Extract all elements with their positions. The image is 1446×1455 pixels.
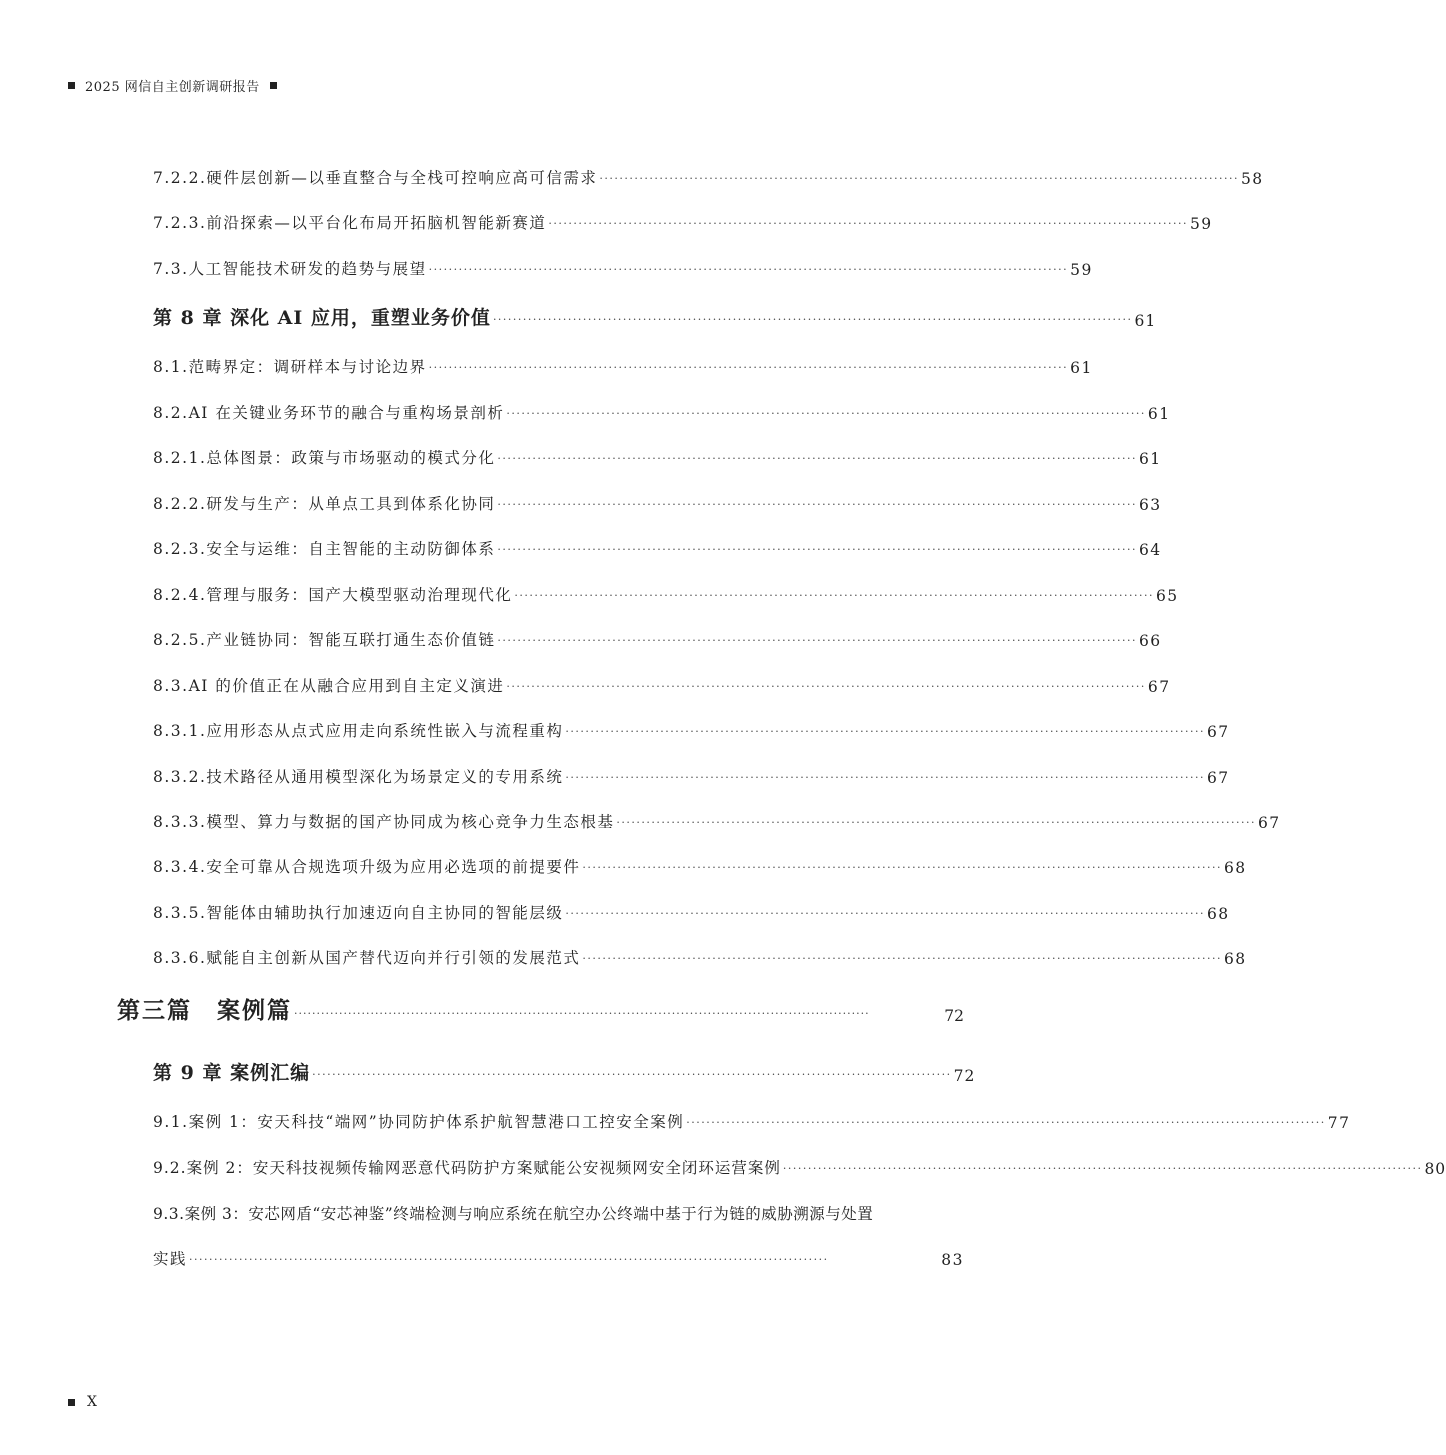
toc-entry-page: 67	[1206, 723, 1230, 741]
toc-entry[interactable]	[153, 446, 1162, 468]
toc-entry-label-line1[interactable]: 9.3.案例 3：安芯网盾“安芯神鉴”终端检测与响应系统在航空办公终端中基于行为链的威胁溯源与处置	[153, 1205, 874, 1223]
toc-entry[interactable]	[153, 855, 1247, 877]
toc-entry[interactable]	[153, 257, 1093, 279]
toc-entry[interactable]	[153, 1110, 1351, 1132]
toc-leader-dots: ································································································································	[506, 407, 1146, 420]
toc-entry-page: 80	[1424, 1160, 1446, 1178]
toc-entry[interactable]	[153, 810, 1281, 832]
toc-entry-page: 59	[1189, 215, 1213, 233]
toc-entry-page: 64	[1138, 541, 1162, 559]
toc-leader-dots: ································································································································	[599, 172, 1239, 185]
header-title: 2025 网信自主创新调研报告	[85, 80, 260, 95]
toc-entry[interactable]	[153, 583, 1179, 605]
toc-entry[interactable]	[153, 537, 1162, 559]
toc-leader-dots: ································································································································	[782, 1162, 1423, 1175]
toc-entry-label: 8.3.2.技术路径从通用模型深化为场景定义的专用系统	[153, 768, 564, 786]
toc-leader-dots: ································································································································	[497, 634, 1137, 647]
toc-entry[interactable]	[153, 355, 1093, 377]
toc-leader-dots: ································································································································	[492, 313, 1133, 326]
toc-leader-dots: ································································································································	[189, 1253, 829, 1266]
toc-entry-page: 65	[1155, 587, 1179, 605]
footer-page-number: X	[87, 1394, 97, 1410]
toc-entry-label: 实践	[153, 1250, 188, 1268]
toc-entry-page: 61	[1070, 359, 1093, 377]
toc-entry-label: 8.3.5.智能体由辅助执行加速迈向自主协同的智能层级	[153, 904, 564, 922]
toc-leader-dots: ································································································································	[294, 1007, 870, 1020]
running-footer	[68, 1394, 97, 1410]
toc-entry-label: 8.3.1.应用形态从点式应用走向系统性嵌入与流程重构	[153, 722, 564, 740]
toc-entry[interactable]	[153, 674, 1171, 696]
footer-square-icon	[68, 1399, 75, 1406]
toc-entry[interactable]	[153, 628, 1162, 650]
toc-entry-label: 9.1.案例 1：安天科技“端网”协同防护体系护航智慧港口工控安全案例	[153, 1113, 685, 1131]
toc-entry-label: 8.2.AI 在关键业务环节的融合与重构场景剖析	[153, 404, 505, 422]
toc-entry-page: 67	[1257, 814, 1281, 832]
toc-entry-page: 68	[1223, 859, 1247, 877]
toc-leader-dots: ································································································································	[548, 217, 1188, 230]
toc-leader-dots: ································································································································	[497, 452, 1137, 465]
toc-chapter-entry[interactable]	[153, 1059, 976, 1085]
toc-entry-label: 8.3.AI 的价值正在从融合应用到自主定义演进	[153, 677, 505, 695]
toc-entry-label: 8.2.1.总体图景：政策与市场驱动的模式分化	[153, 449, 496, 467]
toc-entry-label: 第三篇 案例篇	[117, 997, 292, 1024]
toc-entry-page: 66	[1138, 632, 1162, 650]
toc-entry-page: 67	[1147, 678, 1171, 696]
toc-leader-dots: ································································································································	[312, 1068, 952, 1081]
toc-entry-label: 第 8 章 深化 AI 应用，重塑业务价值	[153, 307, 491, 329]
toc-entry-page: 72	[953, 1067, 976, 1085]
toc-entry-page: 61	[1134, 312, 1157, 330]
toc-entry-label: 7.2.2.硬件层创新—以垂直整合与全栈可控响应高可信需求	[153, 169, 598, 187]
toc-entry-page: 61	[1147, 405, 1171, 423]
toc-leader-dots: ································································································································	[582, 952, 1222, 965]
toc-entry-label: 8.2.2.研发与生产：从单点工具到体系化协同	[153, 495, 496, 513]
toc-entry[interactable]	[153, 211, 1213, 233]
toc-entry-page: 61	[1138, 450, 1162, 468]
toc-leader-dots: ································································································································	[565, 907, 1205, 920]
toc-entry-label: 9.2.案例 2：安天科技视频传输网恶意代码防护方案赋能公安视频网安全闭环运营案例	[153, 1159, 781, 1177]
toc-leader-dots: ································································································································	[565, 771, 1205, 784]
toc-entry[interactable]	[153, 901, 1230, 923]
toc-entry-label: 第 9 章 案例汇编	[153, 1062, 311, 1084]
toc-chapter-entry[interactable]	[153, 304, 1157, 330]
toc-entry[interactable]	[153, 401, 1171, 423]
toc-leader-dots: ································································································································	[428, 263, 1069, 276]
toc-leader-dots: ································································································································	[616, 816, 1256, 829]
toc-entry-label: 7.3.人工智能技术研发的趋势与展望	[153, 260, 427, 278]
toc-entry-page: 63	[1138, 496, 1162, 514]
toc-entry[interactable]	[153, 166, 1264, 188]
toc-leader-dots: ································································································································	[497, 498, 1137, 511]
toc-part-entry[interactable]	[117, 995, 964, 1025]
toc-leader-dots: ································································································································	[506, 680, 1146, 693]
toc-entry-label: 8.3.3.模型、算力与数据的国产协同成为核心竞争力生态根基	[153, 813, 615, 831]
toc-entry-page: 77	[1327, 1114, 1351, 1132]
toc-leader-dots: ································································································································	[428, 361, 1069, 374]
toc-leader-dots: ································································································································	[497, 543, 1137, 556]
toc-entry-label: 8.3.6.赋能自主创新从国产替代迈向并行引领的发展范式	[153, 949, 581, 967]
toc-entry[interactable]	[153, 946, 1247, 968]
toc-entry[interactable]	[153, 1156, 1446, 1178]
toc-leader-dots: ································································································································	[582, 861, 1222, 874]
toc-leader-dots: ································································································································	[686, 1116, 1326, 1129]
toc-entry[interactable]	[153, 1247, 964, 1269]
toc-entry-page: 59	[1070, 261, 1093, 279]
toc-entry-label: 7.2.3.前沿探索—以平台化布局开拓脑机智能新赛道	[153, 214, 547, 232]
toc-entry[interactable]	[153, 765, 1230, 787]
toc-entry-page: 83	[941, 1251, 964, 1269]
toc-entry-label: 8.3.4.安全可靠从合规选项升级为应用必选项的前提要件	[153, 858, 581, 876]
toc-entry-label: 8.2.5.产业链协同：智能互联打通生态价值链	[153, 631, 496, 649]
toc-entry[interactable]	[153, 492, 1162, 514]
toc-leader-dots: ································································································································	[565, 725, 1205, 738]
toc-leader-dots: ································································································································	[514, 589, 1154, 602]
toc-entry-label: 8.2.4.管理与服务：国产大模型驱动治理现代化	[153, 586, 513, 604]
toc-entry-page: 68	[1206, 905, 1230, 923]
toc-entry-page: 67	[1206, 769, 1230, 787]
toc-entry-page: 72	[944, 1007, 964, 1025]
toc-entry-page: 58	[1240, 170, 1264, 188]
toc-entry-label: 8.1.范畴界定：调研样本与讨论边界	[153, 358, 427, 376]
toc-entry-label: 8.2.3.安全与运维：自主智能的主动防御体系	[153, 540, 496, 558]
toc-entry-page: 68	[1223, 950, 1247, 968]
toc-entry[interactable]	[153, 719, 1230, 741]
